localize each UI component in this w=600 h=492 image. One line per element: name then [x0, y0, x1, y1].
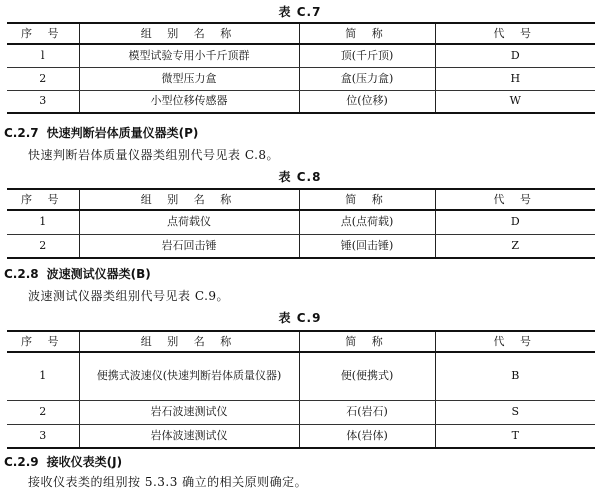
- cell-code: H: [435, 67, 595, 90]
- cell-seq: 1: [7, 352, 79, 400]
- cell-group-name: 岩体波速测试仪: [79, 424, 299, 448]
- cell-group-name: 点荷载仪: [79, 210, 299, 234]
- section-title: 快速判断岩体质量仪器类(P): [46, 126, 199, 140]
- cell-abbreviation: 便(便携式): [299, 352, 435, 400]
- cell-abbreviation: 顶(千斤顶): [299, 44, 435, 67]
- cell-code: Z: [435, 234, 595, 258]
- cell-code: S: [435, 400, 595, 424]
- cell-group-name: 模型试验专用小千斤顶群: [79, 44, 299, 67]
- cell-seq: 3: [7, 424, 79, 448]
- cell-abbreviation: 石(岩石): [299, 400, 435, 424]
- cell-code: T: [435, 424, 595, 448]
- section-number: C.2.7: [4, 126, 39, 140]
- table-c7-caption: 表 C.7: [278, 5, 322, 19]
- table-row: [7, 234, 595, 258]
- table-c8-header-row: [7, 189, 595, 210]
- header-code: 代 号: [435, 189, 595, 210]
- section-number: C.2.8: [4, 267, 39, 281]
- cell-seq: 3: [7, 90, 79, 113]
- cell-seq: 2: [7, 67, 79, 90]
- section-c27-heading: [4, 124, 198, 141]
- cell-group-name: 便携式波速仪(快速判断岩体质量仪器): [79, 352, 299, 400]
- cell-group-name: 微型压力盒: [79, 67, 299, 90]
- header-abbreviation: 简 称: [299, 331, 435, 352]
- cell-abbreviation: 盒(压力盒): [299, 67, 435, 90]
- table-c8-caption: 表 C.8: [278, 170, 322, 184]
- header-seq: 序 号: [7, 189, 79, 210]
- cell-seq: 2: [7, 400, 79, 424]
- header-group-name: 组 别 名 称: [79, 331, 299, 352]
- section-title: 波速测试仪器类(B): [46, 267, 151, 281]
- cell-group-name: 小型位移传感器: [79, 90, 299, 113]
- cell-code: D: [435, 210, 595, 234]
- cell-abbreviation: 点(点荷载): [299, 210, 435, 234]
- header-code: 代 号: [435, 23, 595, 44]
- table-row: [7, 352, 595, 400]
- header-abbreviation: 简 称: [299, 189, 435, 210]
- header-abbreviation: 简 称: [299, 23, 435, 44]
- table-c9-caption: 表 C.9: [278, 311, 322, 325]
- header-code: 代 号: [435, 331, 595, 352]
- cell-code: D: [435, 44, 595, 67]
- cell-group-name: 岩石回击锤: [79, 234, 299, 258]
- table-row: [7, 400, 595, 424]
- header-seq: 序 号: [7, 331, 79, 352]
- header-group-name: 组 别 名 称: [79, 189, 299, 210]
- table-c7: [7, 22, 595, 114]
- table-c9-header-row: [7, 331, 595, 352]
- table-row: [7, 90, 595, 113]
- cell-seq: 2: [7, 234, 79, 258]
- table-row: [7, 44, 595, 67]
- cell-seq: l: [7, 44, 79, 67]
- table-row: [7, 210, 595, 234]
- table-c9: [7, 330, 595, 449]
- cell-abbreviation: 位(位移): [299, 90, 435, 113]
- cell-code: B: [435, 352, 595, 400]
- section-title: 接收仪表类(J): [46, 455, 123, 469]
- cell-code: W: [435, 90, 595, 113]
- table-row: [7, 67, 595, 90]
- section-c28-heading: [4, 265, 151, 282]
- table-c8: [7, 188, 595, 259]
- table-row: [7, 424, 595, 448]
- table-c7-header-row: [7, 23, 595, 44]
- section-c29-paragraph: 接收仪表类的组别按 5.3.3 确立的相关原则确定。: [28, 475, 308, 489]
- cell-abbreviation: 锤(回击锤): [299, 234, 435, 258]
- header-seq: 序 号: [7, 23, 79, 44]
- section-c29-heading: [4, 453, 122, 470]
- cell-abbreviation: 体(岩体): [299, 424, 435, 448]
- header-group-name: 组 别 名 称: [79, 23, 299, 44]
- cell-group-name: 岩石波速测试仪: [79, 400, 299, 424]
- section-c28-paragraph: 波速测试仪器类组别代号见表 C.9。: [28, 289, 230, 303]
- section-c27-paragraph: 快速判断岩体质量仪器类组别代号见表 C.8。: [28, 148, 280, 162]
- section-number: C.2.9: [4, 455, 39, 469]
- cell-seq: 1: [7, 210, 79, 234]
